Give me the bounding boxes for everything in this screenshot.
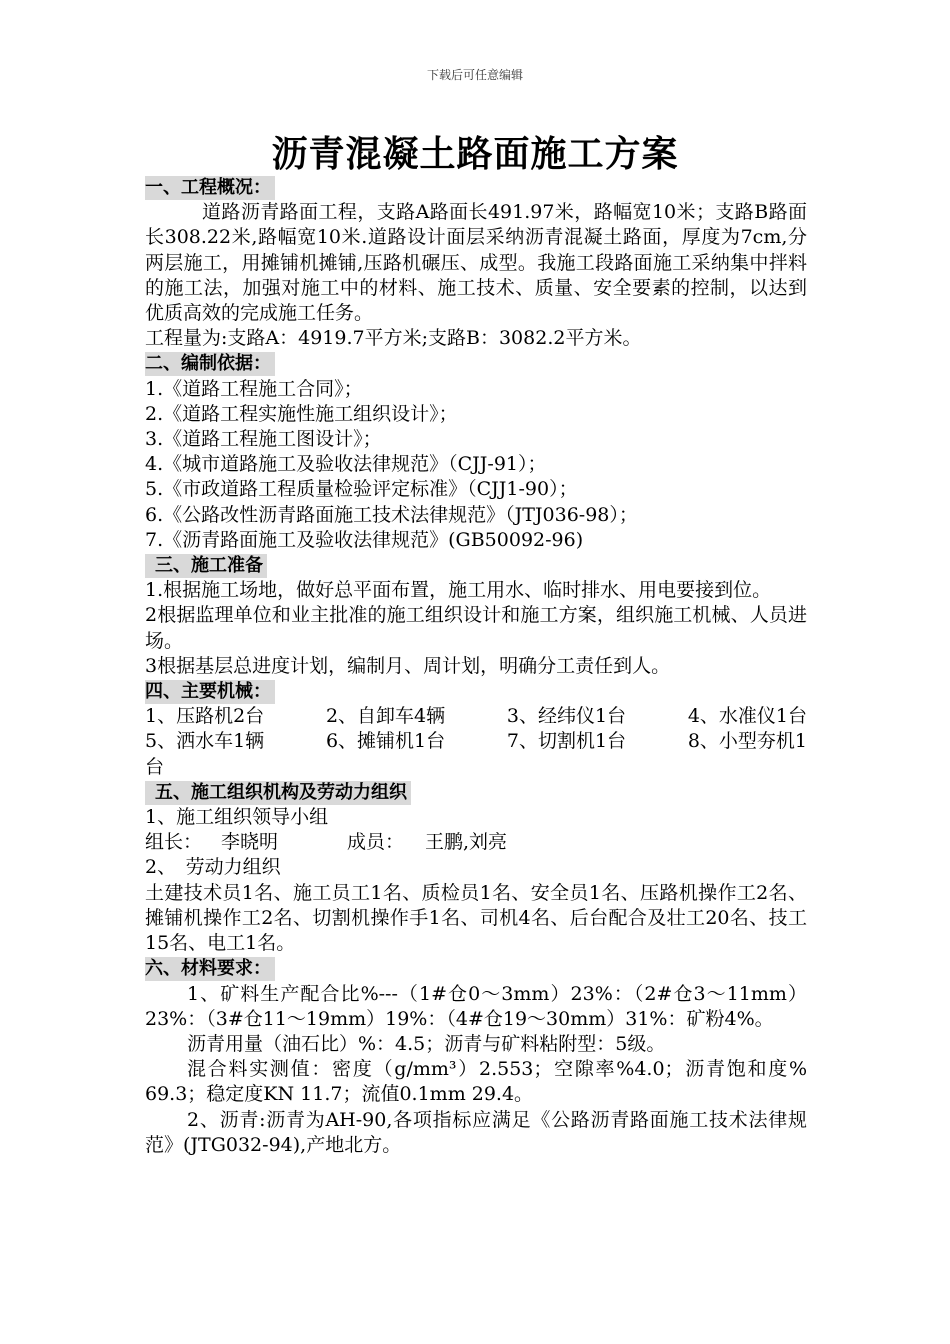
- section-heading-organization: 五、施工组织机构及劳动力组织: [145, 781, 411, 805]
- overview-paragraph: 道路沥青路面工程，支路A路面长491.97米，路幅宽10米；支路B路面长308.22米,路幅宽10米.道路设计面层采纳沥青混凝土路面，厚度为7cm,分两层施工，用摊铺机摊铺,压路机碾压、成型。我施工段路面施工采纳集中拌料的施工法，加强对施工中的材料、施工技术、质量、安全要素的控制，以达到优质高效的完成施工任务。: [145, 201, 807, 325]
- machinery-row: [145, 704, 807, 729]
- section-heading-machinery: 四、主要机械：: [145, 680, 275, 704]
- machine-item: 1、压路机2台: [145, 705, 265, 728]
- materials-paragraph: 混合料实测值：密度（g/mm³）2.553；空隙率%4.0；沥青饱和度% 69.3；稳定度KN 11.7；流值0.1mm 29.4。: [145, 1058, 807, 1106]
- preparation-item: 3根据基层总进度计划，编制月、周计划，明确分工责任到人。: [145, 654, 671, 677]
- section-heading-materials: 六、材料要求：: [145, 957, 275, 981]
- materials-paragraph: 2、沥青:沥青为AH-90,各项指标应满足《公路沥青路面施工技术法律规范》(JTG032-94),产地北方。: [145, 1108, 807, 1156]
- machine-item: 2、自卸车4辆: [325, 705, 446, 728]
- labor-paragraph: 土建技术员1名、施工员工1名、质检员1名、安全员1名、压路机操作工2名、摊铺机操作工2名、切割机操作手1名、司机4名、后台配合及壮工20名、技工15名、电工1名。: [145, 881, 807, 955]
- section-heading-overview: 一、工程概况：: [145, 176, 275, 200]
- section-heading-basis: 二、编制依据：: [145, 352, 275, 376]
- preparation-item: 2根据监理单位和业主批准的施工组织设计和施工方案，组织施工机械、人员进场。: [145, 604, 807, 652]
- member-label: 成员：: [347, 831, 405, 854]
- machinery-tail: 台: [145, 755, 165, 778]
- basis-item: 1.《道路工程施工合同》；: [145, 377, 363, 400]
- quantity-line: 工程量为:支路A：4919.7平方米;支路B：3082.2平方米。: [145, 327, 642, 350]
- basis-item: 5.《市政道路工程质量检验评定标准》（CJJ1-90）；: [145, 478, 578, 501]
- machinery-row: [145, 729, 807, 754]
- header-note: 下载后可任意编辑: [426, 68, 523, 82]
- leader-name: 李晓明: [221, 831, 279, 854]
- machine-item: 5、洒水车1辆: [145, 730, 265, 753]
- organization-sub1: 1、施工组织领导小组: [145, 806, 329, 829]
- organization-sub2: 2、 劳动力组织: [145, 856, 281, 879]
- leadership-row: [145, 830, 807, 855]
- machine-item: 8、小型夯机1: [687, 730, 807, 753]
- materials-paragraph: 沥青用量（油石比）%：4.5；沥青与矿料粘附型：5级。: [187, 1032, 666, 1055]
- basis-item: 2.《道路工程实施性施工组织设计》；: [145, 402, 458, 425]
- materials-paragraph: 1、矿料生产配合比%---（1#仓0～3mm）23%：（2#仓3～11mm）23%：（3#仓11～19mm）19%：（4#仓19～30mm）31%：矿粉4%。: [145, 982, 807, 1030]
- machine-item: 6、摊铺机1台: [325, 730, 446, 753]
- machine-item: 4、水准仪1台: [687, 705, 807, 728]
- section-heading-preparation: 三、施工准备: [145, 554, 267, 578]
- basis-item: 3.《道路工程施工图设计》；: [145, 428, 382, 451]
- preparation-item: 1.根据施工场地，做好总平面布置，施工用水、临时排水、用电要接到位。: [145, 579, 772, 602]
- basis-item: 4.《城市道路施工及验收法律规范》（CJJ-91）；: [145, 453, 547, 476]
- basis-item: 7.《沥青路面施工及验收法律规范》(GB50092-96): [145, 528, 584, 551]
- machine-item: 3、经纬仪1台: [506, 705, 627, 728]
- member-names: 王鹏,刘亮: [425, 831, 508, 854]
- basis-item: 6.《公路改性沥青路面施工技术法律规范》（JTJ036-98）；: [145, 503, 638, 526]
- leader-label: 组长：: [145, 831, 203, 854]
- document-body: [145, 175, 807, 1158]
- document-title: 沥青混凝土路面施工方案: [271, 134, 679, 175]
- machine-item: 7、切割机1台: [506, 730, 627, 753]
